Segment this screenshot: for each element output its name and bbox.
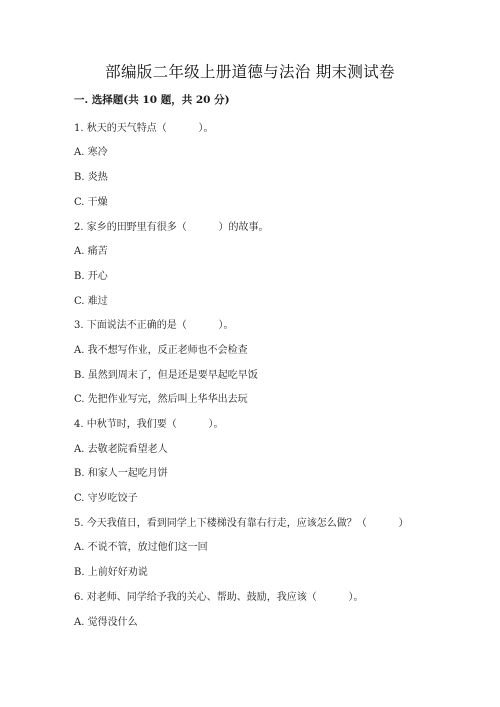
question-4: 4. 中秋节时，我们要（ ）。 [74,419,224,430]
question-1: 1. 秋天的天气特点（ ）。 [74,123,214,134]
q6-option-a: A. 觉得没什么 [74,617,138,628]
q2-option-b: B. 开心 [74,271,108,282]
q2-option-a: A. 痛苦 [74,246,108,257]
q4-option-a: A. 去敬老院看望老人 [74,444,168,455]
question-2: 2. 家乡的田野里有很多（ ）的故事。 [74,222,269,233]
q3-option-b: B. 虽然到周末了，但是还是要早起吃早饭 [74,370,258,381]
q3-option-a: A. 我不想写作业，反正老师也不会检查 [74,345,248,356]
q4-option-b: B. 和家人一起吃月饼 [74,468,168,479]
section-heading: 一. 选择题(共 10 题，共 20 分) [74,94,230,106]
q1-option-c: C. 干燥 [74,197,108,208]
q2-option-c: C. 难过 [74,296,108,307]
q3-option-c: C. 先把作业写完，然后叫上华华出去玩 [74,394,248,405]
document-title: 部编版二年级上册道德与法治 期末测试卷 [105,63,395,81]
q1-option-a: A. 寒冷 [74,147,108,158]
q5-option-b: B. 上前好好劝说 [74,567,148,578]
q1-option-b: B. 炎热 [74,172,108,183]
question-5: 5. 今天我值日，看到同学上下楼梯没有靠右行走，应该怎么做？（ ） [74,518,409,529]
q4-option-c: C. 守岁吃饺子 [74,493,138,504]
question-6: 6. 对老师、同学给予我的关心、帮助、鼓励，我应该（ ）。 [74,592,364,603]
question-3: 3. 下面说法不正确的是（ ）。 [74,320,234,331]
q5-option-a: A. 不说不管，放过他们这一回 [74,542,208,553]
